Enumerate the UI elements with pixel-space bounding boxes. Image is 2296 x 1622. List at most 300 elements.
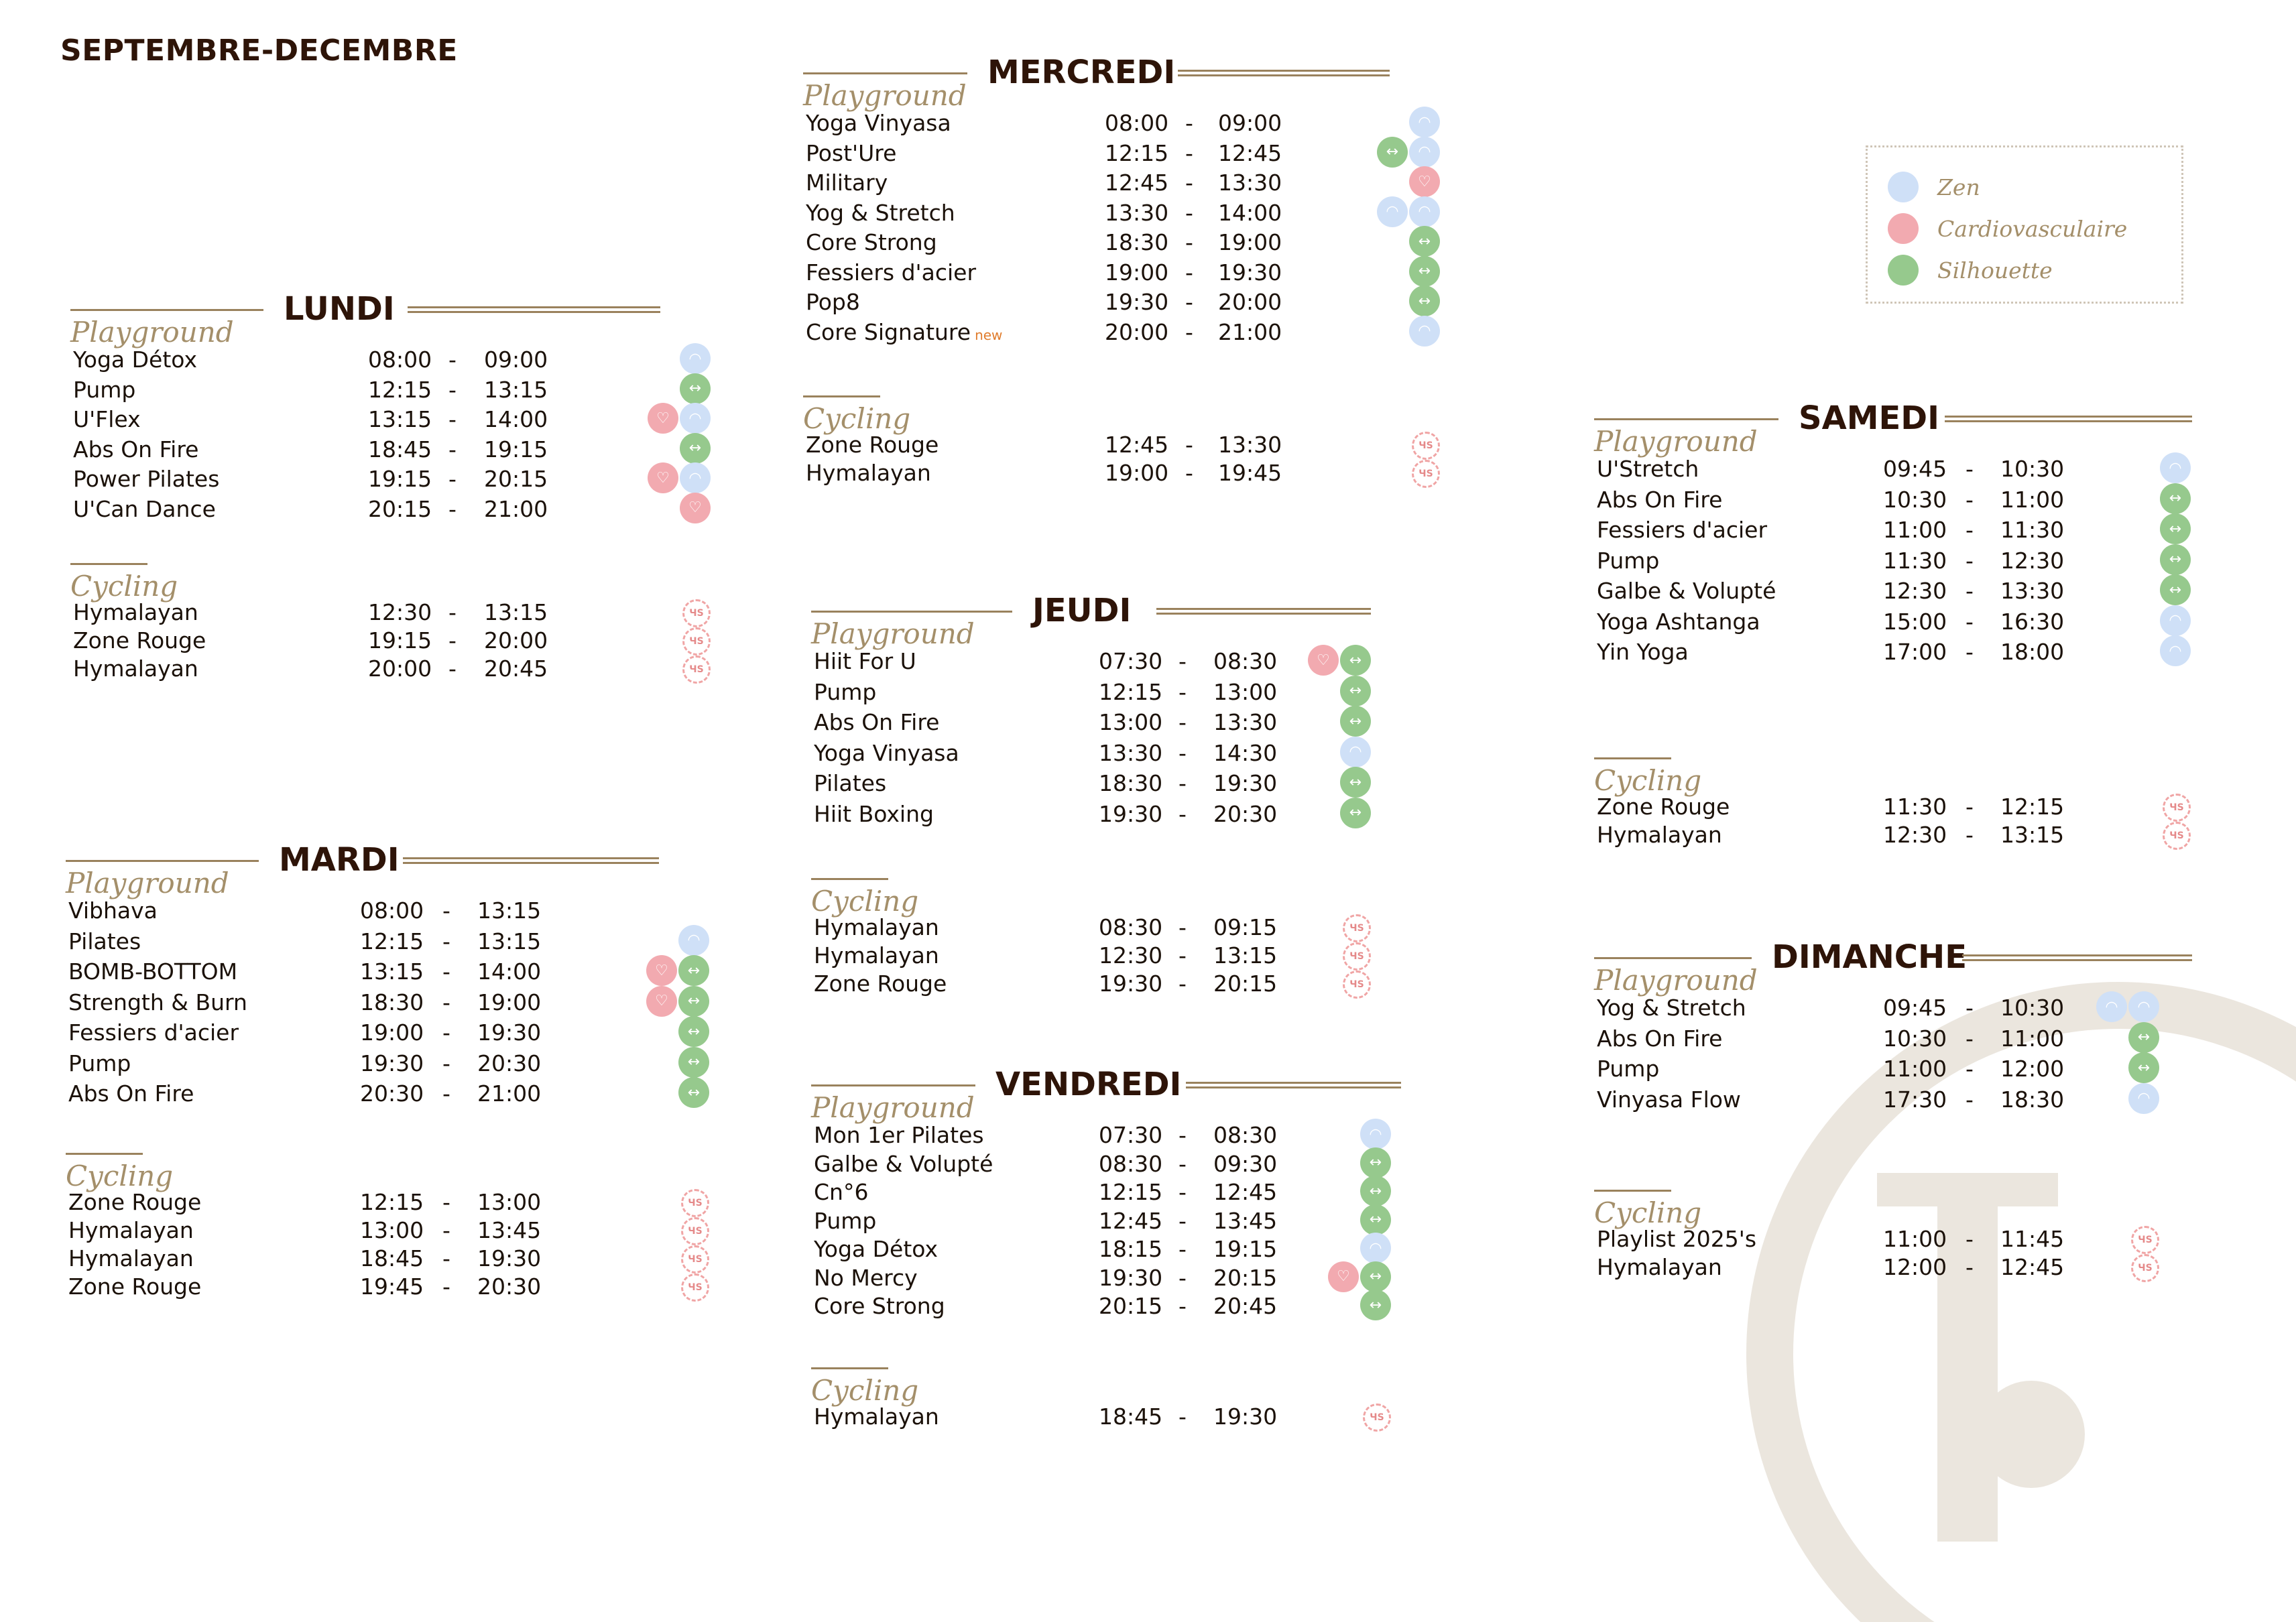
class-name: Vibhava [68, 897, 158, 924]
end-time: 20:00 [1218, 289, 1282, 315]
end-time: 18:00 [2000, 639, 2065, 665]
end-time: 10:30 [2000, 456, 2065, 482]
silhouette-class-icon: ↔ [1377, 137, 1408, 168]
time-separator: - [448, 656, 457, 682]
class-row [806, 228, 1431, 257]
silhouette-class-icon: ↔ [680, 373, 711, 404]
cycling-label: Cycling [811, 885, 919, 918]
time-separator: - [448, 406, 457, 432]
end-time: 08:30 [1213, 1122, 1278, 1148]
time-separator: - [448, 466, 457, 492]
class-name: Yog & Stretch [1597, 995, 1746, 1021]
cycling-icon: ЧS [682, 599, 711, 627]
time-separator: - [448, 436, 457, 462]
start-time: 12:00 [1883, 1254, 1947, 1280]
cycling-icon: ЧS [1343, 942, 1371, 971]
start-time: 08:30 [1099, 1150, 1163, 1177]
end-time: 13:15 [1213, 942, 1278, 969]
end-time: 12:45 [1218, 139, 1282, 166]
end-time: 19:30 [1213, 1403, 1278, 1430]
time-separator: - [448, 495, 457, 522]
start-time: 08:00 [360, 897, 424, 924]
class-name: Hiit For U [814, 648, 916, 674]
class-row [1597, 637, 2195, 667]
start-time: 15:00 [1883, 608, 1947, 635]
class-name: U'Stretch [1597, 456, 1699, 482]
class-name: Hiit Boxing [814, 800, 934, 827]
class-row [806, 288, 1431, 317]
class-name: Pump [814, 1207, 877, 1234]
end-time: 19:15 [1213, 1236, 1278, 1262]
class-name: Post'Ure [806, 139, 897, 166]
time-separator: - [1185, 199, 1193, 226]
time-separator: - [442, 1189, 450, 1215]
silhouette-class-icon: ↔ [1409, 286, 1440, 316]
silhouette-class-icon: ↔ [2160, 544, 2191, 575]
time-separator: - [1179, 942, 1187, 969]
silhouette-class-icon: ↔ [1340, 676, 1371, 706]
silhouette-class-icon: ↔ [1340, 706, 1371, 737]
class-name: Strength & Burn [68, 989, 247, 1015]
start-time: 19:15 [368, 627, 432, 653]
class-name: U'Can Dance [73, 495, 216, 522]
silhouette-class-icon: ↔ [1340, 645, 1371, 676]
class-row [1597, 485, 2195, 515]
class-name: Abs On Fire [68, 1080, 194, 1107]
end-time: 09:00 [1218, 110, 1282, 136]
zen-class-icon: ◠ [1409, 137, 1440, 168]
header-rule-right [408, 306, 660, 313]
zen-class-icon: ◠ [680, 343, 711, 374]
cardio-dot-icon [1888, 213, 1919, 244]
end-time: 11:00 [2000, 486, 2065, 513]
class-name: Pump [68, 1050, 131, 1076]
end-time: 14:00 [1218, 199, 1282, 226]
header-rule-left [66, 860, 259, 862]
zen-class-icon: ◠ [1360, 1233, 1391, 1263]
end-time: 13:15 [2000, 822, 2065, 848]
day-name: MERCREDI [987, 54, 1176, 91]
time-separator: - [1966, 794, 1974, 820]
time-separator: - [442, 989, 450, 1015]
cycling-rule [70, 563, 147, 565]
end-time: 18:30 [2000, 1086, 2065, 1113]
class-row [1597, 993, 2195, 1023]
class-name: Hymalayan [814, 1403, 939, 1430]
cycling-icon: ЧS [1363, 1403, 1391, 1432]
day-block-samedi [1594, 399, 2192, 848]
cycling-icon: ЧS [1343, 914, 1371, 942]
start-time: 20:30 [360, 1080, 424, 1107]
cycling-row [68, 1272, 703, 1302]
start-time: 09:45 [1883, 456, 1947, 482]
class-row [814, 1206, 1404, 1236]
class-row [814, 1121, 1404, 1150]
start-time: 08:00 [368, 347, 432, 373]
start-time: 18:30 [1105, 229, 1169, 255]
time-separator: - [1966, 517, 1974, 543]
class-row [814, 769, 1374, 798]
class-name: Zone Rouge [814, 971, 947, 997]
cycling-rule [811, 878, 888, 880]
class-name: Abs On Fire [1597, 1025, 1723, 1052]
start-time: 18:45 [368, 436, 432, 462]
silhouette-class-icon: ↔ [1360, 1176, 1391, 1206]
end-time: 21:00 [1218, 318, 1282, 345]
zen-class-icon: ◠ [1409, 107, 1440, 137]
time-separator: - [1179, 971, 1187, 997]
time-separator: - [442, 1217, 450, 1243]
class-name: Galbe & Volupté [814, 1150, 993, 1177]
header-rule-left [811, 611, 1012, 613]
class-name: Fessiers d'acier [68, 1019, 239, 1046]
start-time: 11:00 [1883, 517, 1947, 543]
start-time: 19:30 [1105, 289, 1169, 315]
cycling-rule [803, 395, 880, 397]
start-time: 11:30 [1883, 547, 1947, 574]
class-row [1597, 1024, 2195, 1054]
end-time: 19:30 [477, 1245, 542, 1271]
class-name: Mon 1er Pilates [814, 1122, 984, 1148]
start-time: 18:45 [360, 1245, 424, 1271]
class-row [814, 708, 1374, 737]
class-name: Zone Rouge [68, 1273, 202, 1300]
class-row [68, 1049, 701, 1078]
cardio-class-icon: ♡ [680, 493, 711, 523]
start-time: 19:15 [368, 466, 432, 492]
class-name: Cn°6 [814, 1179, 869, 1205]
end-time: 20:00 [484, 627, 548, 653]
class-row [806, 258, 1431, 288]
time-separator: - [448, 627, 457, 653]
time-separator: - [1179, 1122, 1187, 1148]
start-time: 12:15 [360, 928, 424, 954]
class-row [814, 1178, 1404, 1207]
start-time: 08:30 [1099, 914, 1163, 940]
day-name: LUNDI [284, 290, 395, 328]
end-time: 12:30 [2000, 547, 2065, 574]
class-row [1597, 546, 2195, 576]
time-separator: - [1966, 1254, 1974, 1280]
class-name: Hymalayan [814, 942, 939, 969]
start-time: 18:30 [360, 989, 424, 1015]
header-rule-left [811, 1084, 975, 1086]
class-name: U'Flex [73, 406, 141, 432]
day-name: SAMEDI [1799, 399, 1939, 437]
cardio-class-icon: ♡ [1308, 645, 1339, 676]
time-separator: - [1966, 1086, 1974, 1113]
time-separator: - [1966, 608, 1974, 635]
zen-class-icon: ◠ [1409, 196, 1440, 227]
zen-class-icon: ◠ [1360, 1119, 1391, 1149]
cycling-row [73, 626, 704, 656]
start-time: 12:30 [1883, 822, 1947, 848]
zen-class-icon: ◠ [2160, 452, 2191, 483]
silhouette-class-icon: ↔ [2128, 1022, 2159, 1053]
new-badge: new [975, 326, 1003, 343]
class-row [1597, 576, 2195, 606]
class-row [1597, 1054, 2195, 1084]
cycling-rule [1594, 1190, 1671, 1192]
class-name: Abs On Fire [73, 436, 199, 462]
time-separator: - [1966, 995, 1974, 1021]
start-time: 11:00 [1883, 1226, 1947, 1252]
header-rule-right [1178, 70, 1390, 76]
end-time: 19:30 [1218, 259, 1282, 286]
start-time: 18:45 [1099, 1403, 1163, 1430]
class-row [814, 678, 1374, 707]
time-separator: - [442, 897, 450, 924]
start-time: 10:30 [1883, 486, 1947, 513]
cycling-label: Cycling [70, 570, 178, 603]
cycling-row [68, 1216, 703, 1245]
end-time: 20:30 [477, 1050, 542, 1076]
class-row [73, 405, 702, 434]
class-name: No Mercy [814, 1264, 918, 1291]
time-separator: - [442, 1245, 450, 1271]
silhouette-class-icon: ↔ [1340, 767, 1371, 798]
end-time: 12:00 [2000, 1056, 2065, 1082]
start-time: 13:00 [360, 1217, 424, 1243]
cycling-icon: ЧS [2163, 794, 2191, 822]
class-row [68, 896, 662, 926]
class-name: Yoga Détox [73, 347, 197, 373]
end-time: 11:00 [2000, 1025, 2065, 1052]
day-name: JEUDI [1032, 592, 1132, 629]
time-separator: - [1179, 1150, 1187, 1177]
end-time: 16:30 [2000, 608, 2065, 635]
cycling-row [1597, 820, 2195, 850]
class-name: Pilates [68, 928, 141, 954]
class-name: Hymalayan [1597, 822, 1722, 848]
class-name: Playlist 2025's [1597, 1226, 1757, 1252]
start-time: 12:15 [360, 1189, 424, 1215]
time-separator: - [1966, 1025, 1974, 1052]
cycling-icon: ЧS [1412, 460, 1440, 488]
class-name: Yoga Vinyasa [814, 739, 959, 766]
class-row [806, 318, 1431, 347]
day-block-jeudi [811, 592, 1371, 997]
time-separator: - [448, 347, 457, 373]
zen-class-icon: ◠ [2160, 635, 2191, 666]
playground-label: Playground [811, 1091, 975, 1124]
time-separator: - [1966, 578, 1974, 604]
silhouette-class-icon: ↔ [2160, 483, 2191, 514]
cycling-label: Cycling [1594, 1196, 1702, 1229]
class-row [1597, 607, 2195, 637]
header-rule-left [1594, 957, 1752, 959]
silhouette-class-icon: ↔ [1409, 256, 1440, 287]
cycling-label: Cycling [1594, 764, 1702, 797]
zen-class-icon: ◠ [1377, 196, 1408, 227]
class-name: Pop8 [806, 289, 860, 315]
class-name: Yin Yoga [1597, 639, 1689, 665]
class-name: Yog & Stretch [806, 199, 955, 226]
silhouette-class-icon: ↔ [678, 1016, 709, 1047]
class-name: BOMB-BOTTOM [68, 958, 238, 985]
silhouette-class-icon: ↔ [1360, 1290, 1391, 1320]
class-row [73, 464, 702, 494]
start-time: 19:45 [360, 1273, 424, 1300]
header-rule-left [803, 72, 967, 74]
time-separator: - [1185, 110, 1193, 136]
end-time: 19:00 [1218, 229, 1282, 255]
time-separator: - [1179, 678, 1187, 705]
playground-label: Playground [1594, 425, 1758, 458]
class-name: Pump [1597, 1056, 1660, 1082]
time-separator: - [1179, 1207, 1187, 1234]
zen-class-icon: ◠ [680, 462, 711, 493]
day-name: MARDI [279, 841, 400, 879]
cycling-icon: ЧS [681, 1273, 709, 1302]
end-time: 13:00 [477, 1189, 542, 1215]
day-block-dimanche [1594, 938, 2192, 1280]
time-separator: - [442, 1080, 450, 1107]
end-time: 20:45 [1213, 1293, 1278, 1319]
class-name: Pump [73, 376, 136, 403]
start-time: 19:00 [360, 1019, 424, 1046]
cycling-row [1597, 1253, 2195, 1282]
day-name: VENDREDI [995, 1066, 1182, 1103]
class-name: Pilates [814, 770, 887, 796]
header-rule-left [1594, 418, 1778, 420]
cycling-icon: ЧS [682, 656, 711, 684]
class-row [814, 1149, 1404, 1179]
start-time: 20:15 [368, 495, 432, 522]
time-separator: - [1179, 648, 1187, 674]
start-time: 18:30 [1099, 770, 1163, 796]
cycling-row [806, 458, 1433, 488]
start-time: 19:30 [1099, 1264, 1163, 1291]
cycling-row [806, 430, 1433, 460]
cycling-label: Cycling [811, 1374, 919, 1407]
silhouette-class-icon: ↔ [2160, 574, 2191, 605]
time-separator: - [1179, 1264, 1187, 1291]
class-name: Core Signature new [806, 318, 1003, 345]
end-time: 20:30 [477, 1273, 542, 1300]
cardio-class-icon: ♡ [646, 955, 677, 986]
class-name: Core Strong [814, 1293, 945, 1319]
class-name: Hymalayan [68, 1217, 194, 1243]
cycling-rule [1594, 757, 1671, 759]
day-block-mardi [66, 841, 703, 1300]
zen-class-icon: ◠ [2096, 991, 2127, 1022]
cycling-icon: ЧS [681, 1189, 709, 1217]
end-time: 19:00 [477, 989, 542, 1015]
time-separator: - [1179, 709, 1187, 735]
start-time: 12:15 [1099, 678, 1163, 705]
class-row [73, 495, 702, 524]
day-block-vendredi [811, 1066, 1401, 1430]
time-separator: - [1179, 1403, 1187, 1430]
cycling-icon: ЧS [2163, 822, 2191, 850]
start-time: 13:00 [1099, 709, 1163, 735]
legend-label: Silhouette [1937, 257, 2053, 284]
cycling-row [68, 1188, 703, 1217]
page-title: SEPTEMBRE-DECEMBRE [60, 34, 458, 68]
time-separator: - [1179, 1236, 1187, 1262]
time-separator: - [1185, 139, 1193, 166]
end-time: 13:15 [484, 376, 548, 403]
class-row [68, 957, 701, 987]
zen-class-icon: ◠ [680, 403, 711, 434]
class-name: Vinyasa Flow [1597, 1086, 1741, 1113]
end-time: 12:15 [2000, 794, 2065, 820]
time-separator: - [1185, 460, 1193, 486]
class-name: Yoga Ashtanga [1597, 608, 1760, 635]
start-time: 13:15 [368, 406, 432, 432]
zen-class-icon: ◠ [1340, 737, 1371, 767]
end-time: 13:30 [2000, 578, 2065, 604]
header-rule-right [1962, 954, 2192, 961]
end-time: 12:45 [1213, 1179, 1278, 1205]
class-row [68, 1018, 701, 1048]
silhouette-class-icon: ↔ [678, 1047, 709, 1078]
silhouette-class-icon: ↔ [678, 1077, 709, 1108]
start-time: 11:30 [1883, 794, 1947, 820]
header-rule-right [1156, 608, 1371, 615]
time-separator: - [1966, 1226, 1974, 1252]
header-rule-right [403, 857, 659, 864]
end-time: 21:00 [484, 495, 548, 522]
end-time: 19:30 [477, 1019, 542, 1046]
zen-dot-icon [1888, 172, 1919, 202]
time-separator: - [442, 958, 450, 985]
cardio-class-icon: ♡ [646, 986, 677, 1017]
class-name: Zone Rouge [68, 1189, 202, 1215]
time-separator: - [1185, 318, 1193, 345]
silhouette-class-icon: ↔ [1360, 1147, 1391, 1178]
time-separator: - [1185, 229, 1193, 255]
day-block-lundi [70, 290, 704, 682]
end-time: 20:15 [1213, 971, 1278, 997]
end-time: 13:30 [1218, 170, 1282, 196]
start-time: 12:15 [1099, 1179, 1163, 1205]
cycling-label: Cycling [803, 402, 911, 435]
end-time: 13:45 [477, 1217, 542, 1243]
class-name: Hymalayan [814, 914, 939, 940]
end-time: 11:30 [2000, 517, 2065, 543]
time-separator: - [1185, 170, 1193, 196]
start-time: 12:45 [1105, 432, 1169, 458]
class-name: Zone Rouge [806, 432, 939, 458]
class-row [68, 988, 701, 1017]
playground-label: Playground [70, 316, 234, 349]
end-time: 14:00 [484, 406, 548, 432]
end-time: 20:45 [484, 656, 548, 682]
silhouette-dot-icon [1888, 255, 1919, 286]
time-separator: - [1179, 800, 1187, 827]
start-time: 17:30 [1883, 1086, 1947, 1113]
silhouette-class-icon: ↔ [1360, 1204, 1391, 1235]
start-time: 20:00 [1105, 318, 1169, 345]
class-name: Abs On Fire [1597, 486, 1723, 513]
header-rule-left [70, 309, 263, 311]
start-time: 11:00 [1883, 1056, 1947, 1082]
start-time: 07:30 [1099, 1122, 1163, 1148]
time-separator: - [1179, 1293, 1187, 1319]
cycling-label: Cycling [66, 1160, 174, 1192]
class-name: Core Strong [806, 229, 937, 255]
cycling-icon: ЧS [1412, 432, 1440, 460]
legend-label: Cardiovasculaire [1937, 216, 2128, 242]
cycling-icon: ЧS [1343, 971, 1371, 999]
class-row [1597, 515, 2195, 545]
class-name: Abs On Fire [814, 709, 940, 735]
end-time: 20:15 [484, 466, 548, 492]
end-time: 09:15 [1213, 914, 1278, 940]
playground-label: Playground [66, 867, 229, 899]
